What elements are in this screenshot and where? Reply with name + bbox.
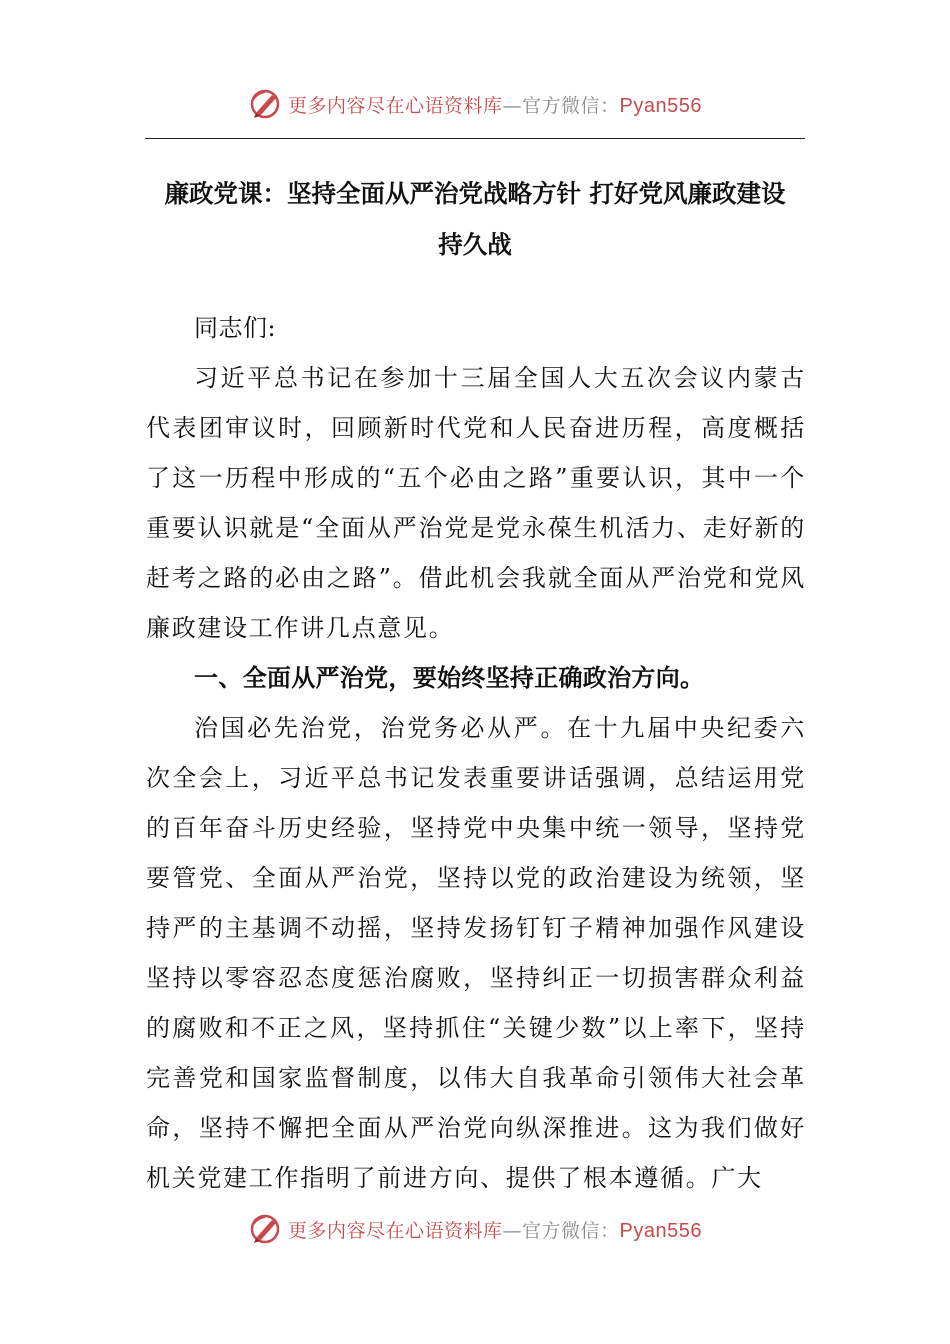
footer-banner-wechat-label: —官方微信： <box>502 1219 620 1242</box>
header-banner-title: 更多内容尽在心语资料库 <box>288 94 503 117</box>
header-banner-wechat-label: —官方微信： <box>502 94 620 117</box>
header-banner-wechat-id: Pyan556 <box>619 94 702 117</box>
document-body <box>146 303 806 1203</box>
pen-logo-icon <box>248 87 282 121</box>
document-title-line2: 持久战 <box>438 230 512 259</box>
footer-banner-wechat-id: Pyan556 <box>619 1219 702 1242</box>
paragraph-2: 治国必先治党，治党务必从严。在十九届中央纪委六次全会上，习近平总书记发表重要讲话强调，总结运用党的百年奋斗历史经验，坚持党中央集中统一领导，坚持党要管党、全面从严治党，坚持以党的政治建设为统领，坚持严的主基调不动摇，坚持发扬钉钉子精神加强作风建设坚持以零容忍态度惩治腐败，坚持纠正一切损害群众利益的腐败和不正之风，坚持抓住“关键少数”以上率下，坚持完善党和国家监督制度，以伟大自我革命引领伟大社会革命，坚持不懈把全面从严治党向纵深推进。这为我们做好机关党建工作指明了前进方向、提供了根本遵循。广大 <box>146 714 806 1192</box>
header-divider <box>145 138 805 139</box>
section-1-heading: 一、全面从严治党，要始终坚持正确政治方向。 <box>194 664 705 692</box>
document-title-line1: 廉政党课：坚持全面从严治党战略方针 打好党风廉政建设 <box>164 179 786 208</box>
paragraph-1: 习近平总书记在参加十三届全国人大五次会议内蒙古代表团审议时，回顾新时代党和人民奋进历程，高度概括了这一历程中形成的“五个必由之路”重要认识，其中一个重要认识就是“全面从严治党是党永葆生机活力、走好新的赶考之路的必由之路”。借此机会我就全面从严治党和党风廉政建设工作讲几点意见。 <box>146 364 806 642</box>
greeting: 同志们: <box>194 314 277 342</box>
header-banner <box>0 84 950 124</box>
pen-logo-icon <box>248 1212 282 1246</box>
footer-banner <box>0 1209 950 1249</box>
footer-banner-title: 更多内容尽在心语资料库 <box>288 1219 503 1242</box>
